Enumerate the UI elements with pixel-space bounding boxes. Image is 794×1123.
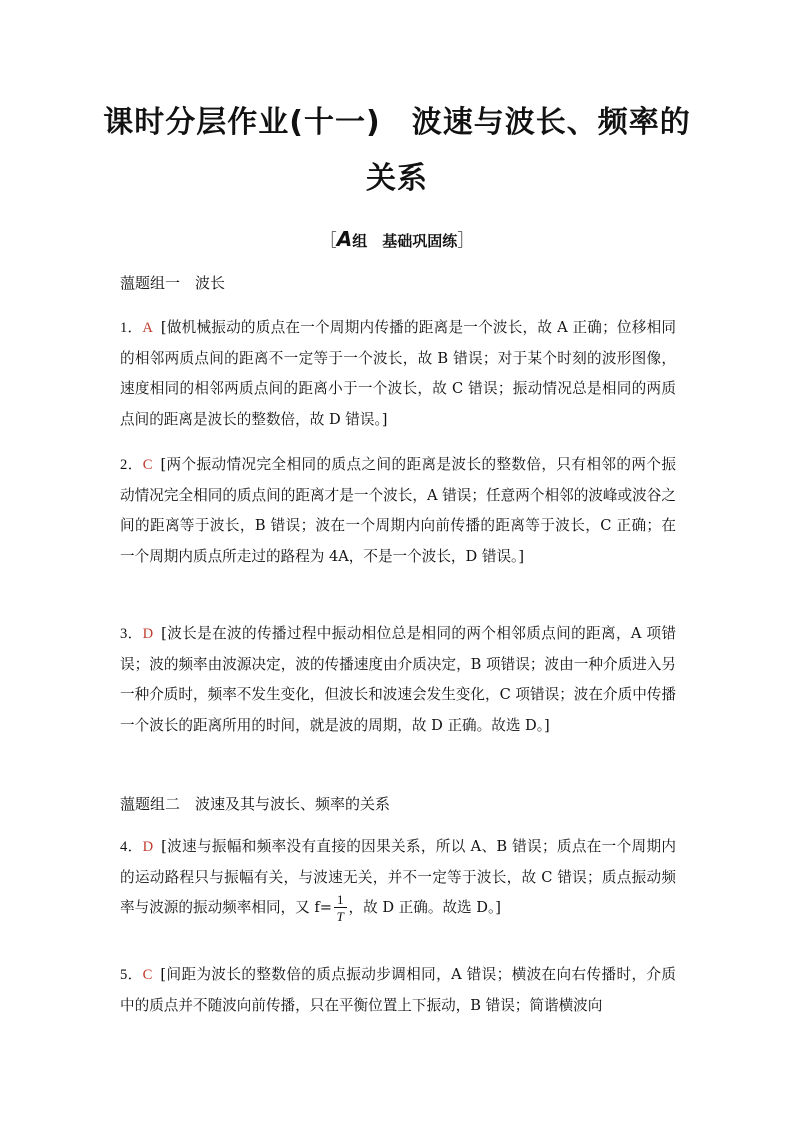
- group-label: 组 基础巩固练: [352, 232, 458, 250]
- answer-item-5: [120, 960, 676, 1021]
- group-letter: A: [336, 227, 353, 251]
- page-title-line1: 课时分层作业(十一) 波速与波长、频率的: [103, 105, 691, 140]
- answer-item-4: [120, 832, 676, 924]
- fraction-formula: [334, 893, 347, 923]
- item-number: 3．: [120, 626, 143, 642]
- item-answer: D: [142, 626, 154, 642]
- section-heading-1: 薀题组一 波长: [120, 274, 226, 292]
- item-number: 5．: [120, 967, 143, 983]
- item-number: 2．: [120, 457, 143, 473]
- item-answer: C: [142, 457, 153, 473]
- item-explanation: [波速与振幅和频率没有直接的因果关系，所以 A、B 错误；质点在一个周期内的运动路程只与振幅有关，与波速无关，并不一定等于波长，故 C 错误；质点振动频率与波源的振动频率相同，又 f=: [120, 838, 676, 916]
- fraction-denominator: T: [336, 909, 344, 924]
- answer-item-2: [120, 450, 676, 572]
- group-heading: [0, 226, 794, 251]
- answer-item-3: [120, 619, 676, 741]
- item-number: 1．: [120, 320, 143, 336]
- page-title-line2: 关系: [366, 161, 428, 196]
- bracket-open: ［: [319, 231, 337, 251]
- item-answer: D: [142, 839, 154, 855]
- answer-item-1: [120, 313, 676, 435]
- item-explanation: [间距为波长的整数倍的质点振动步调相同，A 错误；横波在向右传播时，介质中的质点并不随波向前传播，只在平衡位置上下振动，B 错误；简谐横波向: [120, 966, 676, 1014]
- item-answer: A: [142, 320, 153, 336]
- item-answer: C: [142, 967, 153, 983]
- item-explanation: [两个振动情况完全相同的质点之间的距离是波长的整数倍，只有相邻的两个振动情况完全相同的质点间的距离才是一个波长，A 错误；任意两个相邻的波峰或波谷之间的距离等于波长，B 错误；波在一个周期内向前传播的距离等于波长，C 正确；在一个周期内质点所走过的路程为 4A，不是一个波长，D 错误。]: [120, 456, 676, 565]
- section-heading-2: 薀题组二 波速及其与波长、频率的关系: [120, 795, 391, 813]
- bracket-close: ］: [457, 231, 475, 251]
- fraction-numerator: 1: [334, 893, 347, 908]
- item-explanation: [波长是在波的传播过程中振动相位总是相同的两个相邻质点间的距离，A 项错误；波的频率由波源决定，波的传播速度由介质决定，B 项错误；波由一种介质进入另一种介质时，频率不发生变化，但波长和波速会发生变化，C 项错误；波在介质中传播一个波长的距离所用的时间，就是波的周期，故 D 正确。故选 D。]: [120, 625, 676, 734]
- item-explanation-end: ，故 D 正确。故选 D。]: [348, 899, 501, 916]
- item-number: 4．: [120, 839, 143, 855]
- item-explanation: [做机械振动的质点在一个周期内传播的距离是一个波长，故 A 正确；位移相同的相邻两质点间的距离不一定等于一个波长，故 B 错误；对于某个时刻的波形图像，速度相同的相邻两质点间的距离小于一个波长，故 C 错误；振动情况总是相同的两质点间的距离是波长的整数倍，故 D 错误。]: [120, 319, 676, 428]
